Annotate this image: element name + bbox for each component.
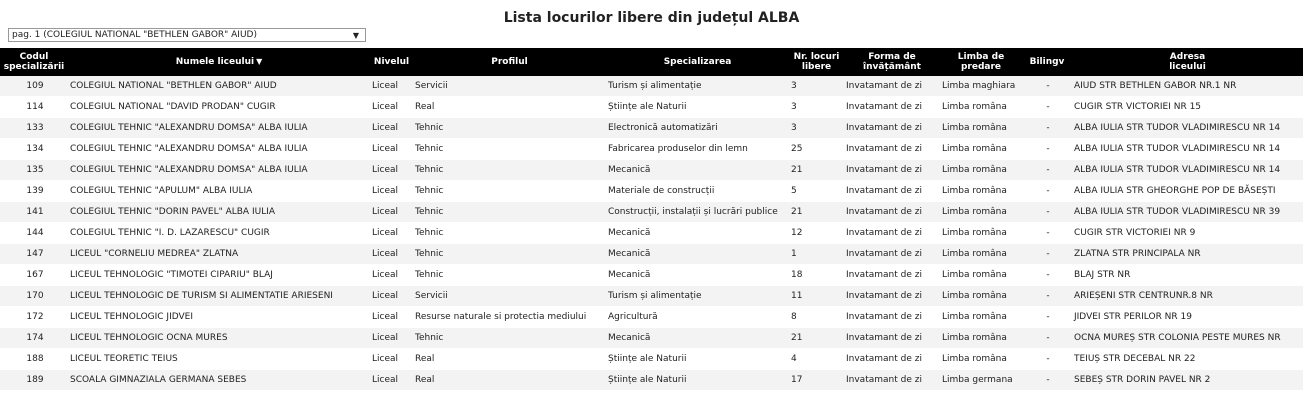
cell-address: TEIUȘ STR DECEBAL NR 22 (1072, 349, 1303, 370)
cell-code: 147 (0, 244, 68, 265)
table-row (0, 265, 1303, 286)
cell-specialization: Construcții, instalații și lucrări publice (606, 202, 789, 223)
cell-address: JIDVEI STR PERILOR NR 19 (1072, 307, 1303, 328)
cell-specialization: Mecanică (606, 223, 789, 244)
cell-specialization: Materiale de construcții (606, 181, 789, 202)
cell-code: 170 (0, 286, 68, 307)
cell-code: 141 (0, 202, 68, 223)
sort-desc-icon: ▼ (256, 57, 263, 66)
cell-bilingual: - (1022, 328, 1072, 349)
cell-code: 114 (0, 97, 68, 118)
cell-address: CUGIR STR VICTORIEI NR 15 (1072, 97, 1303, 118)
cell-school: LICEUL TEHNOLOGIC "TIMOTEI CIPARIU" BLAJ (68, 265, 370, 286)
cell-level: Liceal (370, 202, 413, 223)
cell-seats: 12 (789, 223, 844, 244)
cell-school: LICEUL TEORETIC TEIUS (68, 349, 370, 370)
cell-profile: Real (413, 97, 606, 118)
col-header-code[interactable]: Codul specializării (0, 48, 68, 76)
cell-address: SEBEȘ STR DORIN PAVEL NR 2 (1072, 370, 1303, 391)
cell-specialization: Agricultură (606, 307, 789, 328)
cell-seats: 11 (789, 286, 844, 307)
table-row (0, 244, 1303, 265)
cell-specialization: Fabricarea produselor din lemn (606, 139, 789, 160)
cell-school: LICEUL TEHNOLOGIC OCNA MURES (68, 328, 370, 349)
cell-level: Liceal (370, 223, 413, 244)
col-header-school[interactable]: Numele liceului ▼ (68, 48, 370, 76)
cell-profile: Servicii (413, 286, 606, 307)
cell-level: Liceal (370, 139, 413, 160)
cell-specialization: Mecanică (606, 328, 789, 349)
cell-bilingual: - (1022, 97, 1072, 118)
cell-seats: 21 (789, 160, 844, 181)
cell-form: Invatamant de zi (844, 76, 940, 97)
cell-level: Liceal (370, 349, 413, 370)
table-header-row (0, 48, 1303, 76)
table-row (0, 286, 1303, 307)
cell-specialization: Electronică automatizări (606, 118, 789, 139)
table-row (0, 370, 1303, 391)
cell-code: 144 (0, 223, 68, 244)
cell-language: Limba româna (940, 118, 1022, 139)
cell-school: COLEGIUL TEHNIC "ALEXANDRU DOMSA" ALBA IULIA (68, 160, 370, 181)
cell-profile: Tehnic (413, 265, 606, 286)
table-row (0, 223, 1303, 244)
col-header-form[interactable]: Forma de învățământ (844, 48, 940, 76)
cell-seats: 18 (789, 265, 844, 286)
cell-level: Liceal (370, 370, 413, 391)
cell-profile: Tehnic (413, 139, 606, 160)
col-header-level[interactable]: Nivelul (370, 48, 413, 76)
cell-language: Limba româna (940, 328, 1022, 349)
table-row (0, 181, 1303, 202)
cell-specialization: Mecanică (606, 244, 789, 265)
cell-profile: Real (413, 370, 606, 391)
cell-specialization: Turism și alimentație (606, 286, 789, 307)
cell-form: Invatamant de zi (844, 286, 940, 307)
cell-bilingual: - (1022, 349, 1072, 370)
cell-form: Invatamant de zi (844, 328, 940, 349)
cell-code: 139 (0, 181, 68, 202)
cell-bilingual: - (1022, 370, 1072, 391)
cell-code: 109 (0, 76, 68, 97)
cell-bilingual: - (1022, 244, 1072, 265)
cell-level: Liceal (370, 307, 413, 328)
free-seats-table (0, 48, 1303, 391)
cell-form: Invatamant de zi (844, 349, 940, 370)
table-row (0, 76, 1303, 97)
cell-seats: 25 (789, 139, 844, 160)
table-row (0, 349, 1303, 370)
cell-school: COLEGIUL TEHNIC "DORIN PAVEL" ALBA IULIA (68, 202, 370, 223)
cell-language: Limba româna (940, 97, 1022, 118)
cell-school: COLEGIUL TEHNIC "APULUM" ALBA IULIA (68, 181, 370, 202)
cell-address: ZLATNA STR PRINCIPALA NR (1072, 244, 1303, 265)
cell-bilingual: - (1022, 202, 1072, 223)
cell-address: ALBA IULIA STR TUDOR VLADIMIRESCU NR 39 (1072, 202, 1303, 223)
cell-address: OCNA MUREȘ STR COLONIA PESTE MURES NR (1072, 328, 1303, 349)
cell-form: Invatamant de zi (844, 370, 940, 391)
cell-bilingual: - (1022, 160, 1072, 181)
col-header-profile[interactable]: Profilul (413, 48, 606, 76)
cell-school: LICEUL "CORNELIU MEDREA" ZLATNA (68, 244, 370, 265)
cell-seats: 1 (789, 244, 844, 265)
cell-form: Invatamant de zi (844, 244, 940, 265)
cell-form: Invatamant de zi (844, 139, 940, 160)
cell-level: Liceal (370, 244, 413, 265)
cell-profile: Tehnic (413, 202, 606, 223)
cell-language: Limba româna (940, 244, 1022, 265)
cell-code: 174 (0, 328, 68, 349)
cell-bilingual: - (1022, 139, 1072, 160)
table-row (0, 139, 1303, 160)
col-header-language[interactable]: Limba de predare (940, 48, 1022, 76)
table-row (0, 328, 1303, 349)
cell-seats: 3 (789, 97, 844, 118)
col-header-address[interactable]: Adresa liceului (1072, 48, 1303, 76)
col-header-seats[interactable]: Nr. locuri libere (789, 48, 844, 76)
cell-bilingual: - (1022, 307, 1072, 328)
page-title: Lista locurilor libere din județul ALBA (503, 10, 800, 26)
cell-school: COLEGIUL TEHNIC "ALEXANDRU DOMSA" ALBA IULIA (68, 118, 370, 139)
cell-language: Limba româna (940, 160, 1022, 181)
cell-level: Liceal (370, 97, 413, 118)
cell-address: ALBA IULIA STR TUDOR VLADIMIRESCU NR 14 (1072, 160, 1303, 181)
cell-level: Liceal (370, 265, 413, 286)
cell-seats: 17 (789, 370, 844, 391)
cell-school: LICEUL TEHNOLOGIC JIDVEI (68, 307, 370, 328)
cell-address: ALBA IULIA STR TUDOR VLADIMIRESCU NR 14 (1072, 118, 1303, 139)
cell-bilingual: - (1022, 265, 1072, 286)
cell-language: Limba româna (940, 307, 1022, 328)
page-select[interactable] (8, 28, 366, 42)
cell-language: Limba germana (940, 370, 1022, 391)
cell-school: COLEGIUL TEHNIC "ALEXANDRU DOMSA" ALBA IULIA (68, 139, 370, 160)
cell-profile: Servicii (413, 76, 606, 97)
chevron-down-icon: ▼ (352, 31, 359, 40)
cell-language: Limba româna (940, 181, 1022, 202)
cell-bilingual: - (1022, 181, 1072, 202)
table-row (0, 160, 1303, 181)
cell-bilingual: - (1022, 223, 1072, 244)
cell-seats: 3 (789, 76, 844, 97)
table-row (0, 97, 1303, 118)
cell-level: Liceal (370, 160, 413, 181)
col-header-specialization[interactable]: Specializarea (606, 48, 789, 76)
page-select-value: pag. 1 (COLEGIUL NATIONAL "BETHLEN GABOR" AIUD) (12, 30, 257, 40)
cell-level: Liceal (370, 328, 413, 349)
cell-school: COLEGIUL NATIONAL "BETHLEN GABOR" AIUD (68, 76, 370, 97)
cell-profile: Tehnic (413, 223, 606, 244)
col-header-bilingual[interactable]: Bilingv (1022, 48, 1072, 76)
cell-code: 188 (0, 349, 68, 370)
cell-code: 135 (0, 160, 68, 181)
cell-form: Invatamant de zi (844, 223, 940, 244)
table-row (0, 307, 1303, 328)
cell-language: Limba maghiara (940, 76, 1022, 97)
cell-form: Invatamant de zi (844, 97, 940, 118)
cell-language: Limba româna (940, 265, 1022, 286)
cell-address: ARIEȘENI STR CENTRUNR.8 NR (1072, 286, 1303, 307)
cell-school: COLEGIUL NATIONAL "DAVID PRODAN" CUGIR (68, 97, 370, 118)
cell-bilingual: - (1022, 76, 1072, 97)
cell-address: ALBA IULIA STR TUDOR VLADIMIRESCU NR 14 (1072, 139, 1303, 160)
cell-form: Invatamant de zi (844, 202, 940, 223)
cell-seats: 3 (789, 118, 844, 139)
cell-profile: Tehnic (413, 118, 606, 139)
cell-form: Invatamant de zi (844, 160, 940, 181)
cell-profile: Tehnic (413, 160, 606, 181)
cell-specialization: Mecanică (606, 160, 789, 181)
cell-profile: Tehnic (413, 181, 606, 202)
cell-form: Invatamant de zi (844, 265, 940, 286)
cell-code: 134 (0, 139, 68, 160)
cell-seats: 5 (789, 181, 844, 202)
cell-language: Limba româna (940, 349, 1022, 370)
cell-specialization: Științe ale Naturii (606, 97, 789, 118)
cell-language: Limba româna (940, 223, 1022, 244)
cell-bilingual: - (1022, 286, 1072, 307)
cell-form: Invatamant de zi (844, 118, 940, 139)
cell-level: Liceal (370, 118, 413, 139)
cell-specialization: Științe ale Naturii (606, 349, 789, 370)
cell-level: Liceal (370, 76, 413, 97)
cell-language: Limba româna (940, 286, 1022, 307)
table-row (0, 118, 1303, 139)
cell-code: 172 (0, 307, 68, 328)
cell-bilingual: - (1022, 118, 1072, 139)
cell-form: Invatamant de zi (844, 307, 940, 328)
cell-profile: Real (413, 349, 606, 370)
cell-code: 133 (0, 118, 68, 139)
cell-seats: 8 (789, 307, 844, 328)
cell-address: CUGIR STR VICTORIEI NR 9 (1072, 223, 1303, 244)
cell-school: COLEGIUL TEHNIC "I. D. LAZARESCU" CUGIR (68, 223, 370, 244)
cell-specialization: Științe ale Naturii (606, 370, 789, 391)
cell-profile: Tehnic (413, 244, 606, 265)
cell-school: LICEUL TEHNOLOGIC DE TURISM SI ALIMENTATIE ARIESENI (68, 286, 370, 307)
cell-language: Limba româna (940, 139, 1022, 160)
cell-profile: Tehnic (413, 328, 606, 349)
cell-level: Liceal (370, 286, 413, 307)
cell-level: Liceal (370, 181, 413, 202)
cell-specialization: Mecanică (606, 265, 789, 286)
cell-address: ALBA IULIA STR GHEORGHE POP DE BĂSEȘTI (1072, 181, 1303, 202)
cell-address: BLAJ STR NR (1072, 265, 1303, 286)
cell-language: Limba româna (940, 202, 1022, 223)
cell-school: SCOALA GIMNAZIALA GERMANA SEBES (68, 370, 370, 391)
cell-seats: 21 (789, 202, 844, 223)
cell-code: 189 (0, 370, 68, 391)
cell-code: 167 (0, 265, 68, 286)
table-row (0, 202, 1303, 223)
cell-profile: Resurse naturale si protectia mediului (413, 307, 606, 328)
cell-seats: 4 (789, 349, 844, 370)
cell-specialization: Turism și alimentație (606, 76, 789, 97)
cell-form: Invatamant de zi (844, 181, 940, 202)
cell-address: AIUD STR BETHLEN GABOR NR.1 NR (1072, 76, 1303, 97)
cell-seats: 21 (789, 328, 844, 349)
